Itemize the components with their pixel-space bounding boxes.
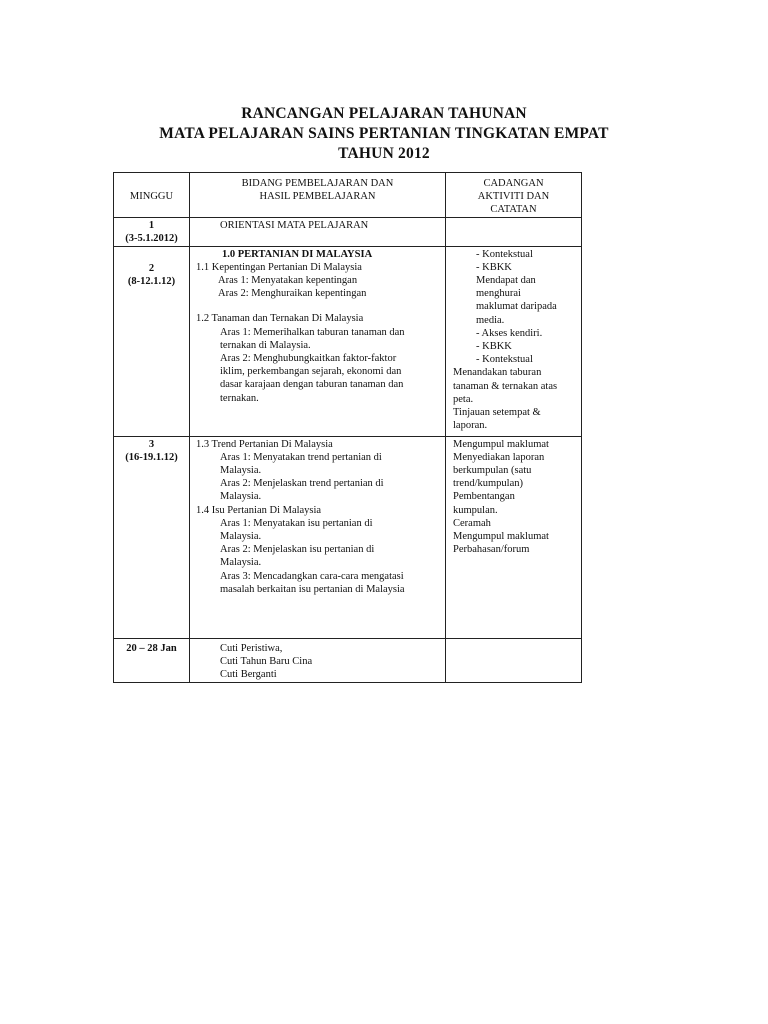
- week-cell: 1 (3-5.1.2012): [114, 217, 190, 246]
- title-line-3: TAHUN 2012: [338, 145, 430, 162]
- table-row: [114, 217, 582, 246]
- content-cell: ORIENTASI MATA PELAJARAN: [190, 217, 446, 246]
- lesson-plan-table: [113, 172, 582, 683]
- table-row: [114, 638, 582, 682]
- table-row: [114, 246, 582, 436]
- table-row: [114, 436, 582, 638]
- activity-cell: Mengumpul maklumat Menyediakan laporan berkumpulan (satu trend/kumpulan) Pembentangan kumpulan. Ceramah Mengumpul maklumat Perbahasan/forum: [446, 436, 582, 638]
- week-cell: 20 – 28 Jan: [114, 638, 190, 682]
- header-minggu: MINGGU: [114, 173, 190, 218]
- activity-cell: [446, 217, 582, 246]
- document-title: [0, 104, 768, 164]
- title-line-1: RANCANGAN PELAJARAN TAHUNAN: [241, 105, 527, 122]
- activity-cell: - Kontekstual - KBKK Mendapat dan menghurai maklumat daripada media. - Akses kendiri. - KBKK - Kontekstual Menandakan taburan tanaman & ternakan atas peta. Tinjauan setempat & laporan.: [446, 246, 582, 436]
- week-cell: 3 (16-19.1.12): [114, 436, 190, 638]
- week-cell: 2 (8-12.1.12): [114, 246, 190, 436]
- table-header-row: [114, 173, 582, 218]
- header-cadangan: CADANGAN AKTIVITI DAN CATATAN: [446, 173, 582, 218]
- content-cell: Cuti Peristiwa, Cuti Tahun Baru Cina Cuti Berganti: [190, 638, 446, 682]
- content-cell: 1.3 Trend Pertanian Di Malaysia Aras 1: Menyatakan trend pertanian di Malaysia. Aras 2: Menjelaskan trend pertanian di Malaysia. 1.4 Isu Pertanian Di Malaysia Aras 1: Menyatakan isu pertanian di Malaysia. Aras 2: Menjelaskan isu pertanian di Malaysia. Aras 3: Mencadangkan cara-cara mengatasi masalah berkaitan isu pertanian di Malaysia: [190, 436, 446, 638]
- header-bidang: BIDANG PEMBELAJARAN DAN HASIL PEMBELAJARAN: [190, 173, 446, 218]
- title-line-2: MATA PELAJARAN SAINS PERTANIAN TINGKATAN EMPAT: [159, 125, 609, 142]
- activity-cell: [446, 638, 582, 682]
- content-cell: 1.0 PERTANIAN DI MALAYSIA 1.1 Kepentingan Pertanian Di Malaysia Aras 1: Menyatakan kepentingan Aras 2: Menghuraikan kepentingan 1.2 Tanaman dan Ternakan Di Malaysia Aras 1: Memerihalkan taburan tanaman dan ternakan di Malaysia. Aras 2: Menghubungkaitkan faktor-faktor iklim, perkembangan sejarah, ekonomi dan dasar karajaan dengan taburan tanaman dan ternakan.: [190, 246, 446, 436]
